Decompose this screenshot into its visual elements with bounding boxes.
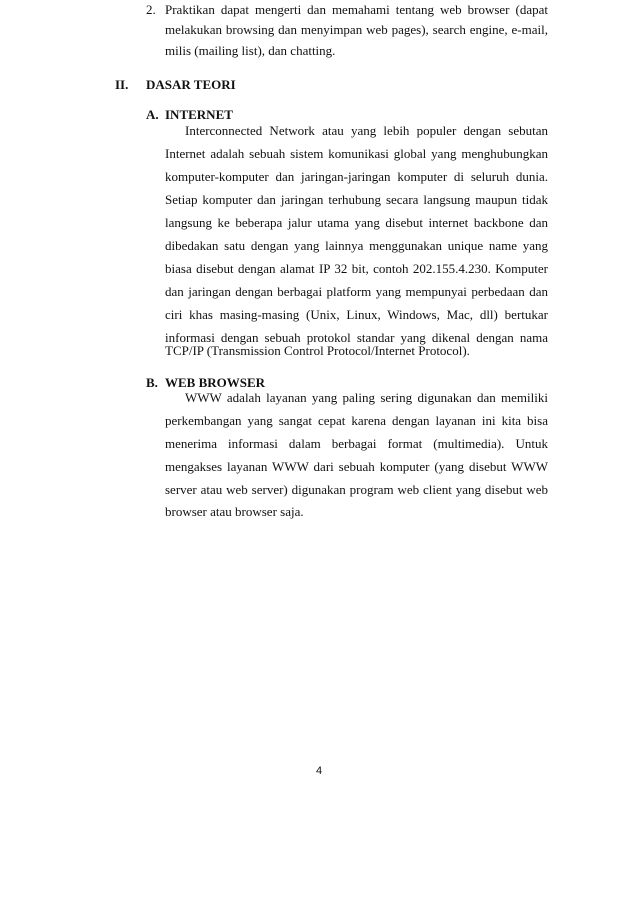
- para-a-line-9: ciri khas masing-masing (Unix, Linux, Windows, Mac, dll) bertukar: [165, 307, 548, 322]
- para-a-line-8: dan jaringan dengan berbagai platform yang mempunyai perbedaan dan: [165, 284, 548, 299]
- subsection-a-title: INTERNET: [165, 107, 233, 122]
- para-a-line-2: Internet adalah sebuah sistem komunikasi global yang menghubungkan: [165, 146, 548, 161]
- para-b-line-6: browser atau browser saja.: [165, 504, 304, 519]
- para-b-line-1: WWW adalah layanan yang paling sering digunakan dan memiliki: [185, 390, 548, 405]
- para-a-line-1: Interconnected Network atau yang lebih populer dengan sebutan: [185, 123, 548, 138]
- list-line-3: milis (mailing list), dan chatting.: [165, 43, 336, 58]
- para-a-line-7: biasa disebut dengan alamat IP 32 bit, contoh 202.155.4.230. Komputer: [165, 261, 548, 276]
- section-title: DASAR TEORI: [146, 77, 236, 92]
- para-a-line-10: informasi dengan sebuah protokol standar yang dikenal dengan nama: [165, 330, 548, 345]
- subsection-b-title: WEB BROWSER: [165, 375, 266, 390]
- para-a-line-4: Setiap komputer dan jaringan terhubung secara langsung maupun tidak: [165, 192, 548, 207]
- para-b-line-2: perkembangan yang sangat cepat karena dengan layanan ini kita bisa: [165, 413, 548, 428]
- para-a-line-5: langsung ke beberapa jalur utama yang disebut internet backbone dan: [165, 215, 548, 230]
- subsection-a-letter: A.: [146, 107, 159, 122]
- para-a-line-11: TCP/IP (Transmission Control Protocol/Internet Protocol).: [165, 343, 470, 358]
- page-number: 4: [315, 765, 323, 777]
- subsection-b-letter: B.: [146, 375, 158, 390]
- list-line-1: Praktikan dapat mengerti dan memahami tentang web browser (dapat: [165, 2, 548, 17]
- para-a-line-3: komputer-komputer dan jaringan-jaringan komputer di seluruh dunia.: [165, 169, 548, 184]
- section-number: II.: [115, 77, 129, 92]
- list-line-2: melakukan browsing dan menyimpan web pages), search engine, e-mail,: [165, 22, 548, 37]
- para-b-line-3: menerima informasi dalam berbagai format (multimedia). Untuk: [165, 436, 548, 451]
- para-b-line-4: mengakses layanan WWW dari sebuah komputer (yang disebut WWW: [165, 459, 548, 474]
- para-a-line-6: dibedakan satu dengan yang lainnya menggunakan unique name yang: [165, 238, 548, 253]
- para-b-line-5: server atau web server) digunakan program web client yang disebut web: [165, 482, 548, 497]
- list-number: 2.: [146, 2, 156, 17]
